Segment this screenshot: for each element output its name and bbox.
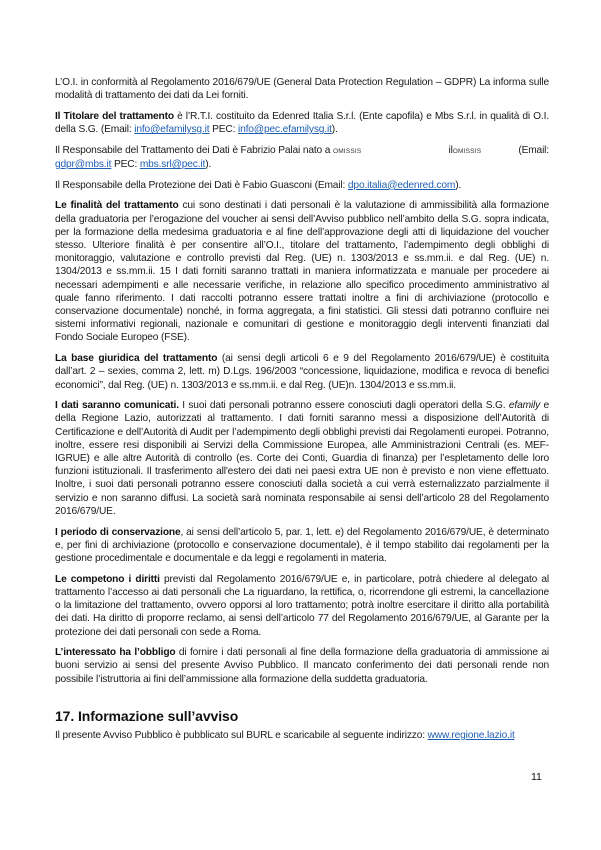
base-giuridica-heading: La base giuridica del trattamento	[55, 353, 218, 365]
comunicazione-heading: I dati saranno comunicati.	[55, 400, 179, 412]
titolare-pec-link[interactable]: info@pec.efamilysg.it	[237, 124, 332, 136]
regione-lazio-link[interactable]: www.regione.lazio.it	[427, 729, 515, 741]
omissis-redaction: OMISSIS	[452, 147, 482, 155]
dpo-email-link[interactable]: dpo.italia@edenred.com	[347, 179, 456, 191]
conservazione-paragraph: I periodo di conservazione, ai sensi dell’articolo 5, par. 1, lett. e) del Regolamento 2016/679/UE, è determinato e, per fini di archiviazione (protocollo e conservazione documentale), è il tempo stabilito dai regolamenti per la gestione procedimentale e documentale e da leggi e regolamenti in materia.	[55, 526, 549, 564]
responsabile-trattamento-paragraph: Il Responsabile del Trattamento dei Dati è Fabrizio Palai nato a OMISSIS ilOMISSIS (Email: gdpr@mbs.it PEC: mbs.srl@pec.it).	[55, 144, 549, 171]
page-number: 11	[531, 771, 542, 783]
document-page	[55, 76, 549, 750]
responsabile-email-link[interactable]: gdpr@mbs.it	[55, 159, 112, 171]
finalita-paragraph: Le finalità del trattamento cui sono destinati i dati personali è la valutazione di ammissibilità alla formazione della graduatoria per l’erogazione del voucher ai sensi dell’Avviso pubblico nell’ambito della S.G. sopra indicata, per la formazione della medesima graduatoria e al fine dell’approvazione degli atti di liquidazione del voucher stesso. Ulteriore finalità è per consentire all’O.I., titolare del trattamento, l’adempimento degli obblighi di monitoraggio, valutazione e controllo previsti dal Reg. (UE) n. 1303/2013 e ss.mm.ii. e dal Reg. (UE) n. 1304/2013 e ss.mm.ii. 15 I dati forniti saranno trattati in maniera informatizzata e manuale per procedere ai necessari adempimenti e alle necessarie verifiche, in relazione allo specifico procedimento amministrativo al quale fanno riferimento. I dati raccolti potranno essere trattati inoltre a fini di archiviazione (protocollo e conservazione documentale) nonché, in forma aggregata, a fini statistici. Gli stessi dati potranno confluire nei sistemi informativi regionali, nazionale e comunitari di gestione e monitoraggio degli interventi finanziati dal Fondo Sociale Europeo (FSE).	[55, 200, 550, 344]
intro-paragraph: L’O.I. in conformità al Regolamento 2016/679/UE (General Data Protection Regulation – GDPR) La informa sulle modalità di trattamento dei dati da Lei forniti.	[55, 77, 549, 102]
responsabile-pec-link[interactable]: mbs.srl@pec.it	[139, 159, 206, 171]
titolare-email-link[interactable]: info@efamilysg.it	[134, 124, 210, 136]
obbligo-heading: L’interessato ha l’obbligo	[55, 647, 176, 659]
comunicazione-paragraph: I dati saranno comunicati. I suoi dati personali potranno essere conosciuti dagli operatori della S.G. efamily e della Regione Lazio, autorizzati al trattamento. I dati forniti saranno messi a disposizione dell’Autorità di Certificazione e dell’Autorità di Audit per l’adempimento degli obblighi previsti dai Regolamenti europei. Potranno, inoltre, essere resi disponibili ai Servizi della Commissione Europea, alle Amministrazioni Centrali (es. MEF-IGRUE) e alle altre Autorità di controllo (es. Corte dei Conti, Guardia di finanza) per l’espletamento delle loro funzioni istituzionali. Il trasferimento all'estero dei dati nei paesi extra UE non è previsto e non viene effettuato. Inoltre, i suoi dati personali potranno essere conosciuti dalla società a cui verrà esternalizzato parzialmente il servizio e non saranno diffusi. La società sarà nominata responsabile ai sensi dell’articolo 28 del Regolamento 2016/679/UE.	[55, 400, 549, 517]
base-giuridica-paragraph: La base giuridica del trattamento (ai sensi degli articoli 6 e 9 del Regolamento 2016/679/UE) è costituita dall’art. 2 – sexies, comma 2, lett. m) D.Lgs. 196/2003 “concessione, liquidazione, modifica e revoca di benefici economici”, dal Reg. (UE) n. 1303/2013 e ss.mm.ii. e dal Reg. (UE)n. 1304/2013 e ss.mm.ii.	[55, 353, 549, 391]
omissis-redaction: OMISSIS	[332, 147, 362, 155]
section-17-heading: 17. Informazione sull’avviso	[55, 707, 239, 724]
finalita-heading: Le finalità del trattamento	[55, 200, 179, 212]
titolare-heading: Il Titolare del trattamento	[55, 110, 174, 122]
titolare-paragraph: Il Titolare del trattamento è l’R.T.I. costituito da Edenred Italia S.r.l. (Ente capofila) e Mbs S.r.l. in qualità di O.I. della S.G. (Email: info@efamilysg.it PEC: info@pec.efamilysg.it).	[55, 110, 549, 136]
obbligo-paragraph: L’interessato ha l’obbligo di fornire i dati personali al fine della formazione della graduatoria di ammissione ai buoni servizio ai sensi del presente Avviso Pubblico. Il mancato conferimento dei dati personali rende non possibile l’istruttoria ai fini dell’ammissione alla formazione della suddetta graduatoria.	[55, 647, 549, 685]
section-17-paragraph: Il presente Avviso Pubblico è pubblicato sul BURL e scaricabile al seguente indirizzo: www.regione.lazio.it	[55, 729, 515, 741]
diritti-paragraph: Le competono i diritti previsti dal Regolamento 2016/679/UE e, in particolare, potrà chiedere al delegato al trattamento l’accesso ai dati personali che La riguardano, la rettifica, o, ricorrendone gli estremi, la cancellazione o la limitazione del trattamento, ovvero opporsi al loro trattamento; potrà inoltre esercitare il diritto alla portabilità dei dati. Ha diritto di proporre reclamo, ai sensi dell’articolo 77 del Regolamento 2016/679/UE, al Garante per la protezione dei dati personali con sede a Roma.	[55, 573, 549, 638]
conservazione-heading: I periodo di conservazione	[55, 526, 181, 538]
responsabile-protezione-paragraph: Il Responsabile della Protezione dei Dati è Fabio Guasconi (Email: dpo.italia@edenred.com).	[55, 179, 462, 191]
diritti-heading: Le competono i diritti	[55, 573, 160, 585]
